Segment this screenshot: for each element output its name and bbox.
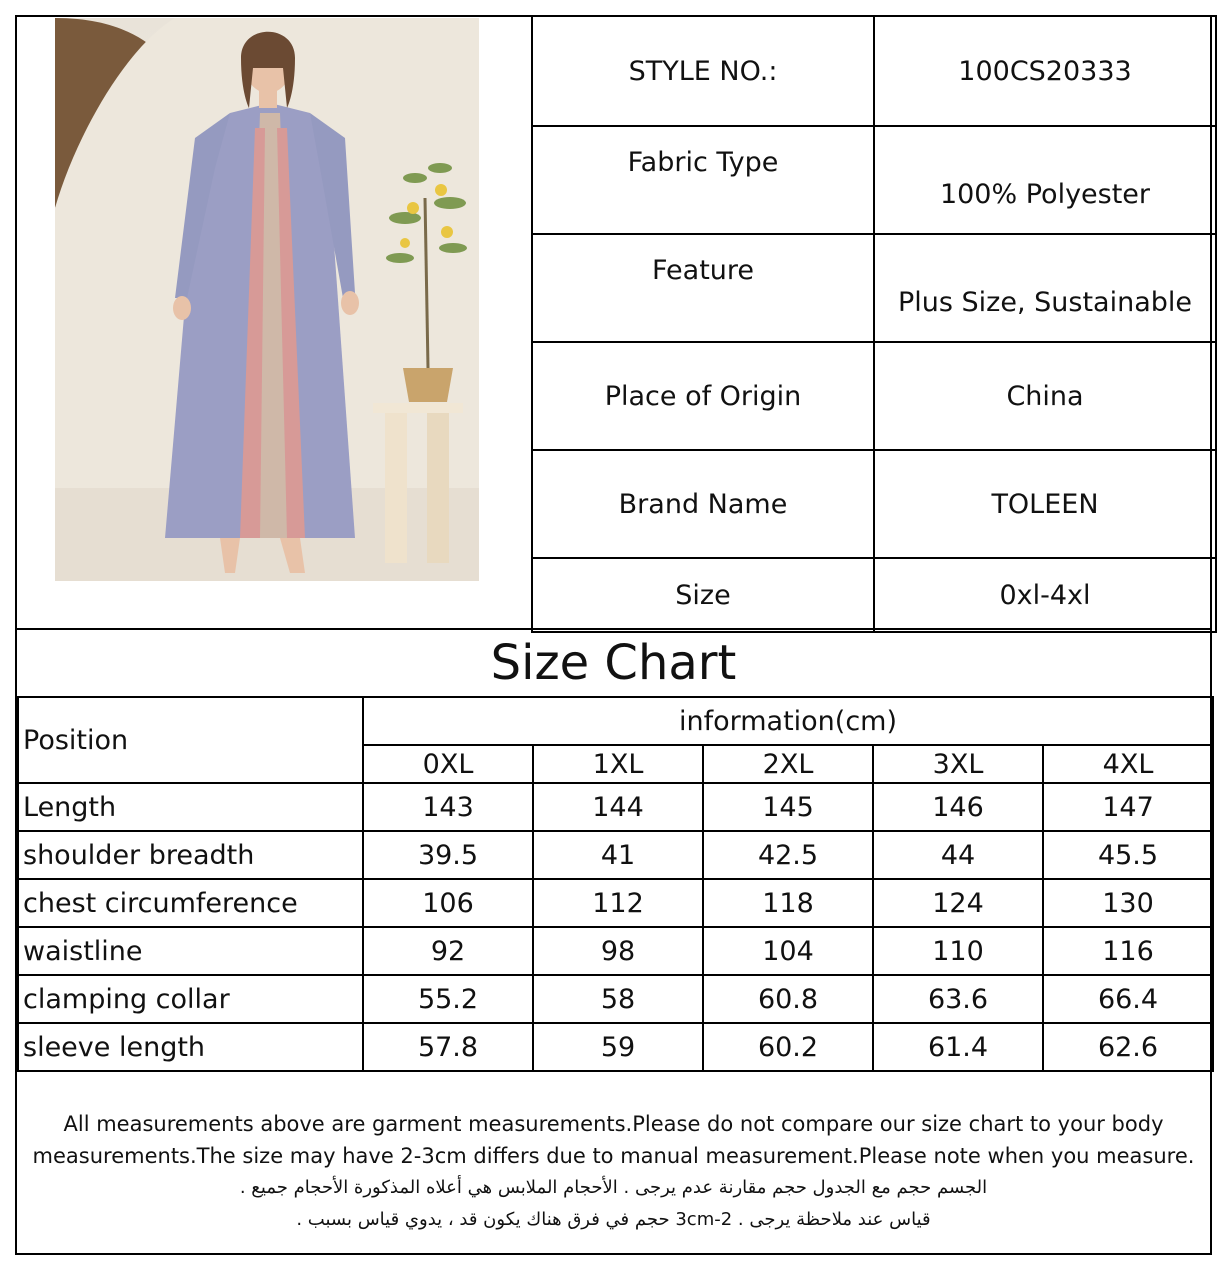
spec-label: Feature xyxy=(532,234,874,342)
row-label: sleeve length xyxy=(18,1023,363,1071)
cell: 118 xyxy=(703,879,873,927)
table-row xyxy=(18,927,1213,975)
position-header: Position xyxy=(18,697,363,783)
table-row xyxy=(18,783,1213,831)
row-label: waistline xyxy=(18,927,363,975)
cell: 61.4 xyxy=(873,1023,1043,1071)
cell: 60.2 xyxy=(703,1023,873,1071)
spec-value: China xyxy=(874,342,1216,450)
cell: 130 xyxy=(1043,879,1213,927)
size-header: 3XL xyxy=(873,745,1043,783)
cell: 39.5 xyxy=(363,831,533,879)
cell: 143 xyxy=(363,783,533,831)
cell: 144 xyxy=(533,783,703,831)
note-line-arabic: قياس عند ملاحظة يرجى . 2-3cm حجم في فرق هناك يكون قد ، يدوي قياس بسبب . xyxy=(296,1209,931,1230)
row-label: chest circumference xyxy=(18,879,363,927)
cell: 147 xyxy=(1043,783,1213,831)
spec-value: TOLEEN xyxy=(874,450,1216,558)
note-line: All measurements above are garment measurements.Please do not compare our size chart to your body xyxy=(63,1112,1164,1136)
spec-table xyxy=(531,15,1217,633)
size-header: 1XL xyxy=(533,745,703,783)
spec-value: Plus Size, Sustainable xyxy=(874,234,1216,342)
cell: 106 xyxy=(363,879,533,927)
table-row xyxy=(18,831,1213,879)
note-line: measurements.The size may have 2-3cm differs due to manual measurement.Please note when you measure. xyxy=(32,1144,1195,1168)
row-label: Length xyxy=(18,783,363,831)
cell: 42.5 xyxy=(703,831,873,879)
cell: 124 xyxy=(873,879,1043,927)
size-header: 2XL xyxy=(703,745,873,783)
cell: 145 xyxy=(703,783,873,831)
size-table xyxy=(17,696,1214,1072)
spec-value: 100% Polyester xyxy=(874,126,1216,234)
table-row xyxy=(18,879,1213,927)
spec-label: Place of Origin xyxy=(532,342,874,450)
spec-label: Brand Name xyxy=(532,450,874,558)
cell: 44 xyxy=(873,831,1043,879)
note-line-arabic: الجسم حجم مع الجدول حجم مقارنة عدم يرجى . الأحجام الملابس هي أعلاه المذكورة الأحجام جميع . xyxy=(239,1177,988,1198)
cell: 55.2 xyxy=(363,975,533,1023)
cell: 112 xyxy=(533,879,703,927)
product-photo xyxy=(55,18,479,581)
cell: 110 xyxy=(873,927,1043,975)
spec-label: STYLE NO.: xyxy=(532,16,874,126)
cell: 59 xyxy=(533,1023,703,1071)
cell: 116 xyxy=(1043,927,1213,975)
size-header: 0XL xyxy=(363,745,533,783)
measurement-notes xyxy=(15,1108,1212,1236)
chart-title: Size Chart xyxy=(490,635,737,691)
cell: 98 xyxy=(533,927,703,975)
cell: 41 xyxy=(533,831,703,879)
cell: 60.8 xyxy=(703,975,873,1023)
row-label: shoulder breadth xyxy=(18,831,363,879)
table-row xyxy=(18,975,1213,1023)
size-header: 4XL xyxy=(1043,745,1213,783)
spec-value: 100CS20333 xyxy=(874,16,1216,126)
cell: 57.8 xyxy=(363,1023,533,1071)
cell: 146 xyxy=(873,783,1043,831)
spec-value: 0xl-4xl xyxy=(874,558,1216,632)
cell: 92 xyxy=(363,927,533,975)
table-row xyxy=(18,1023,1213,1071)
cell: 63.6 xyxy=(873,975,1043,1023)
row-label: clamping collar xyxy=(18,975,363,1023)
spec-label: Fabric Type xyxy=(532,126,874,234)
cell: 45.5 xyxy=(1043,831,1213,879)
info-header: information(cm) xyxy=(363,697,1213,745)
spec-label: Size xyxy=(532,558,874,632)
cell: 62.6 xyxy=(1043,1023,1213,1071)
cell: 58 xyxy=(533,975,703,1023)
cell: 66.4 xyxy=(1043,975,1213,1023)
cell: 104 xyxy=(703,927,873,975)
